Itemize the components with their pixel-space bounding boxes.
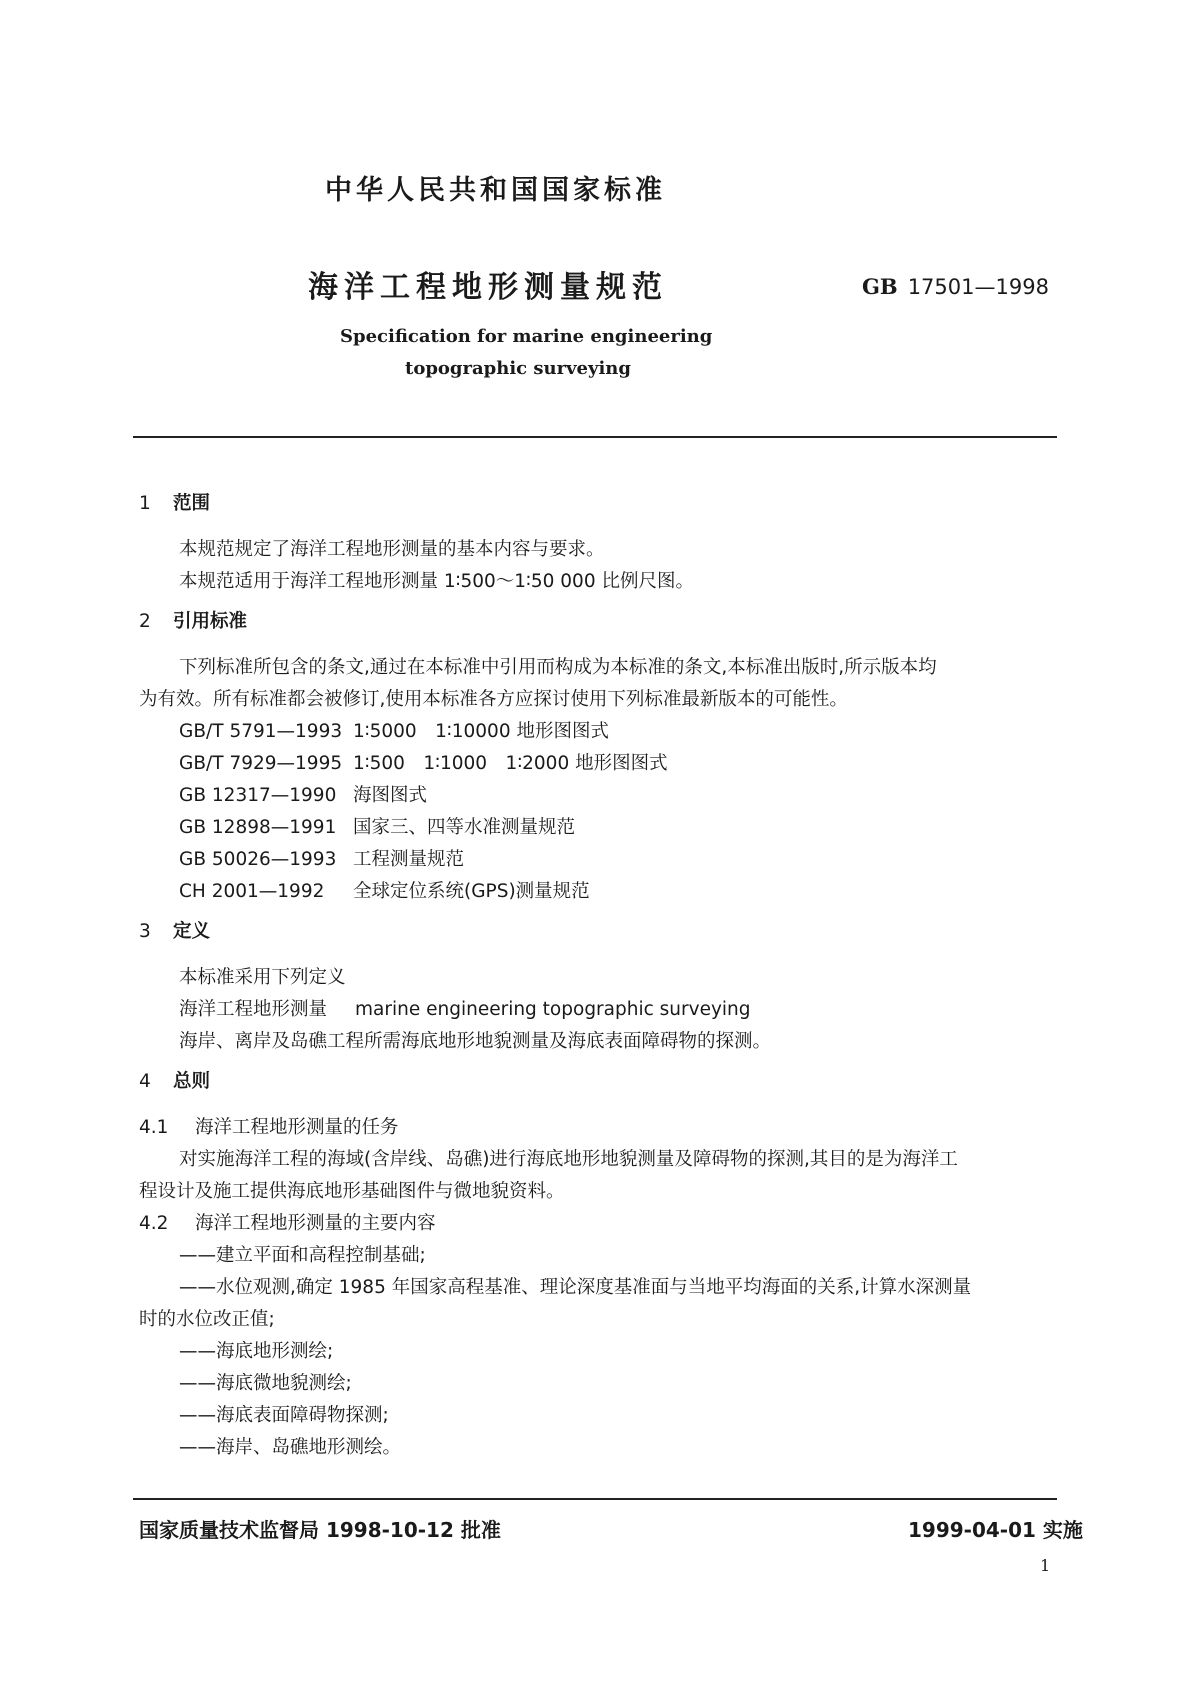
reference-title: 工程测量规范 — [353, 849, 465, 870]
subsection-number: 4.1 — [139, 1117, 169, 1138]
section-number: 1 — [139, 493, 151, 514]
footer-divider — [133, 1498, 1057, 1500]
reference-item — [139, 716, 1061, 748]
paragraph: 本规范适用于海洋工程地形测量 1∶500～1∶50 000 比例尺图。 — [179, 571, 694, 592]
paragraph-line: 程设计及施工提供海底地形基础图件与微地貌资料。 — [139, 1181, 565, 1202]
document-body — [139, 484, 1061, 1464]
reference-item — [139, 844, 1061, 876]
header-divider — [133, 436, 1057, 438]
subsection-title: 海洋工程地形测量的主要内容 — [195, 1213, 436, 1234]
reference-item — [139, 876, 1061, 908]
section-heading-normative-references — [139, 606, 1061, 638]
standard-code — [862, 274, 1049, 299]
paragraph: 本规范规定了海洋工程地形测量的基本内容与要求。 — [179, 539, 605, 560]
implementation-date: 1999-04-01 实施 — [908, 1518, 1083, 1542]
reference-code: GB 12317—1990 — [179, 785, 337, 806]
list-item: ——海底地形测绘; — [179, 1341, 334, 1362]
reference-code: GB/T 7929—1995 — [179, 753, 343, 774]
list-item: ——水位观测,确定 1985 年国家高程基准、理论深度基准面与当地平均海面的关系,计算水深测量 — [179, 1277, 972, 1298]
reference-item — [139, 780, 1061, 812]
section-title: 定义 — [173, 921, 211, 942]
section-number: 3 — [139, 921, 151, 942]
country-standard-title: 中华人民共和国国家标准 — [325, 175, 666, 206]
reference-code: GB 12898—1991 — [179, 817, 337, 838]
reference-title: 1∶5000 1∶10000 地形图图式 — [353, 721, 609, 742]
paragraph-line: 下列标准所包含的条文,通过在本标准中引用而构成为本标准的条文,本标准出版时,所示版本均 — [179, 657, 937, 678]
section-title: 总则 — [173, 1071, 211, 1092]
reference-title: 海图图式 — [353, 785, 428, 806]
list-item: ——建立平面和高程控制基础; — [179, 1245, 426, 1266]
document-title: 海洋工程地形测量规范 — [308, 270, 668, 305]
paragraph-line: 为有效。所有标准都会被修订,使用本标准各方应探讨使用下列标准最新版本的可能性。 — [139, 689, 848, 710]
section-title: 引用标准 — [173, 611, 248, 632]
paragraph: 本标准采用下列定义 — [179, 967, 346, 988]
section-heading-scope — [139, 488, 1061, 520]
reference-title: 1∶500 1∶1000 1∶2000 地形图图式 — [353, 753, 668, 774]
subsection-title: 海洋工程地形测量的任务 — [195, 1117, 399, 1138]
standard-code-number: 17501—1998 — [907, 275, 1049, 299]
english-title-line-1: Specification for marine engineering — [340, 326, 713, 347]
section-heading-general — [139, 1066, 1061, 1098]
list-item: ——海底微地貌测绘; — [179, 1373, 352, 1394]
reference-item — [139, 812, 1061, 844]
section-number: 2 — [139, 611, 151, 632]
term-english: marine engineering topographic surveying — [355, 999, 751, 1020]
reference-title: 国家三、四等水准测量规范 — [353, 817, 576, 838]
reference-code: GB 50026—1993 — [179, 849, 337, 870]
approval-note: 国家质量技术监督局 1998-10-12 批准 — [139, 1518, 501, 1542]
subsection-heading — [139, 1112, 1061, 1144]
term-entry — [139, 994, 1061, 1026]
list-item: ——海底表面障碍物探测; — [179, 1405, 389, 1426]
standard-code-prefix: GB — [862, 274, 898, 299]
reference-code: CH 2001—1992 — [179, 881, 325, 902]
term-definition: 海岸、离岸及岛礁工程所需海底地形地貌测量及海底表面障碍物的探测。 — [179, 1031, 772, 1052]
reference-item — [139, 748, 1061, 780]
term-chinese: 海洋工程地形测量 — [179, 999, 328, 1020]
section-title: 范围 — [173, 493, 211, 514]
list-item: ——海岸、岛礁地形测绘。 — [179, 1437, 402, 1458]
list-item-continuation: 时的水位改正值; — [139, 1309, 275, 1330]
english-title-line-2: topographic surveying — [405, 358, 631, 379]
section-number: 4 — [139, 1071, 151, 1092]
subsection-number: 4.2 — [139, 1213, 169, 1234]
subsection-heading — [139, 1208, 1061, 1240]
reference-title: 全球定位系统(GPS)测量规范 — [353, 881, 590, 902]
reference-code: GB/T 5791—1993 — [179, 721, 343, 742]
paragraph-line: 对实施海洋工程的海域(含岸线、岛礁)进行海底地形地貌测量及障碍物的探测,其目的是为海洋工 — [179, 1149, 958, 1170]
page-number: 1 — [1040, 1556, 1051, 1575]
section-heading-definitions — [139, 916, 1061, 948]
